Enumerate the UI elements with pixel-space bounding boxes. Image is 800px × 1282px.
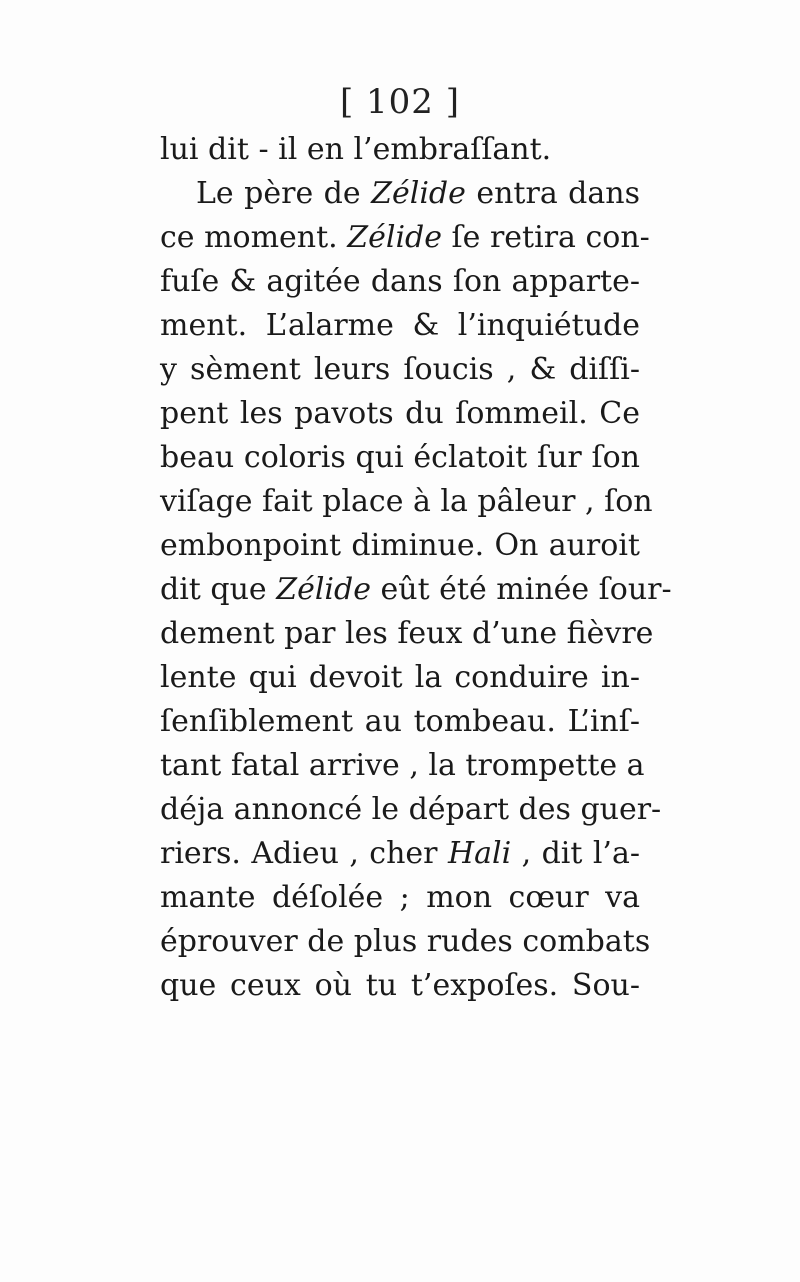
page-number: [ 102 ] — [339, 82, 461, 122]
text-line: éprouver de plus rudes combats — [160, 924, 651, 959]
text-line: déja annoncé le départ des guer- — [160, 792, 662, 827]
text-line: y sèment leurs ſoucis , & diſſi- — [160, 352, 640, 387]
text-line: dit que Zélide eût été minée ſour- — [160, 572, 672, 607]
text-line: dement par les feux d’une fièvre — [160, 616, 654, 651]
name-zelide: Zélide — [276, 572, 371, 607]
name-zelide: Zélide — [371, 176, 466, 211]
text-line: riers. Adieu , cher Hali , dit l’a- — [160, 836, 640, 871]
text-line: mante déſolée ; mon cœur va — [160, 880, 640, 915]
name-hali: Hali — [447, 836, 512, 871]
text-line: beau coloris qui éclatoit ſur ſon — [160, 440, 640, 475]
text-line: embonpoint diminue. On auroit — [160, 528, 640, 563]
text-line: ment. L’alarme & l’inquiétude — [160, 308, 640, 343]
text-line: fuſe & agitée dans ſon apparte- — [160, 264, 640, 299]
text-line: ſenſiblement au tombeau. L’inſ- — [160, 704, 640, 739]
text-line: pent les pavots du ſommeil. Ce — [160, 396, 640, 431]
text-line: ce moment. Zélide ſe retira con- — [160, 220, 650, 255]
text-line: tant fatal arrive , la trompette a — [160, 748, 645, 783]
text-line: Le père de Zélide entra dans — [196, 176, 640, 211]
name-zelide: Zélide — [347, 220, 443, 255]
text-line: que ceux où tu t’expoſes. Sou- — [160, 968, 640, 1003]
text-line: viſage fait place à la pâleur , ſon — [160, 484, 653, 519]
text-line: lente qui devoit la conduire in- — [160, 660, 640, 695]
text-line: lui dit - il en l’embraſſant. — [160, 132, 552, 167]
